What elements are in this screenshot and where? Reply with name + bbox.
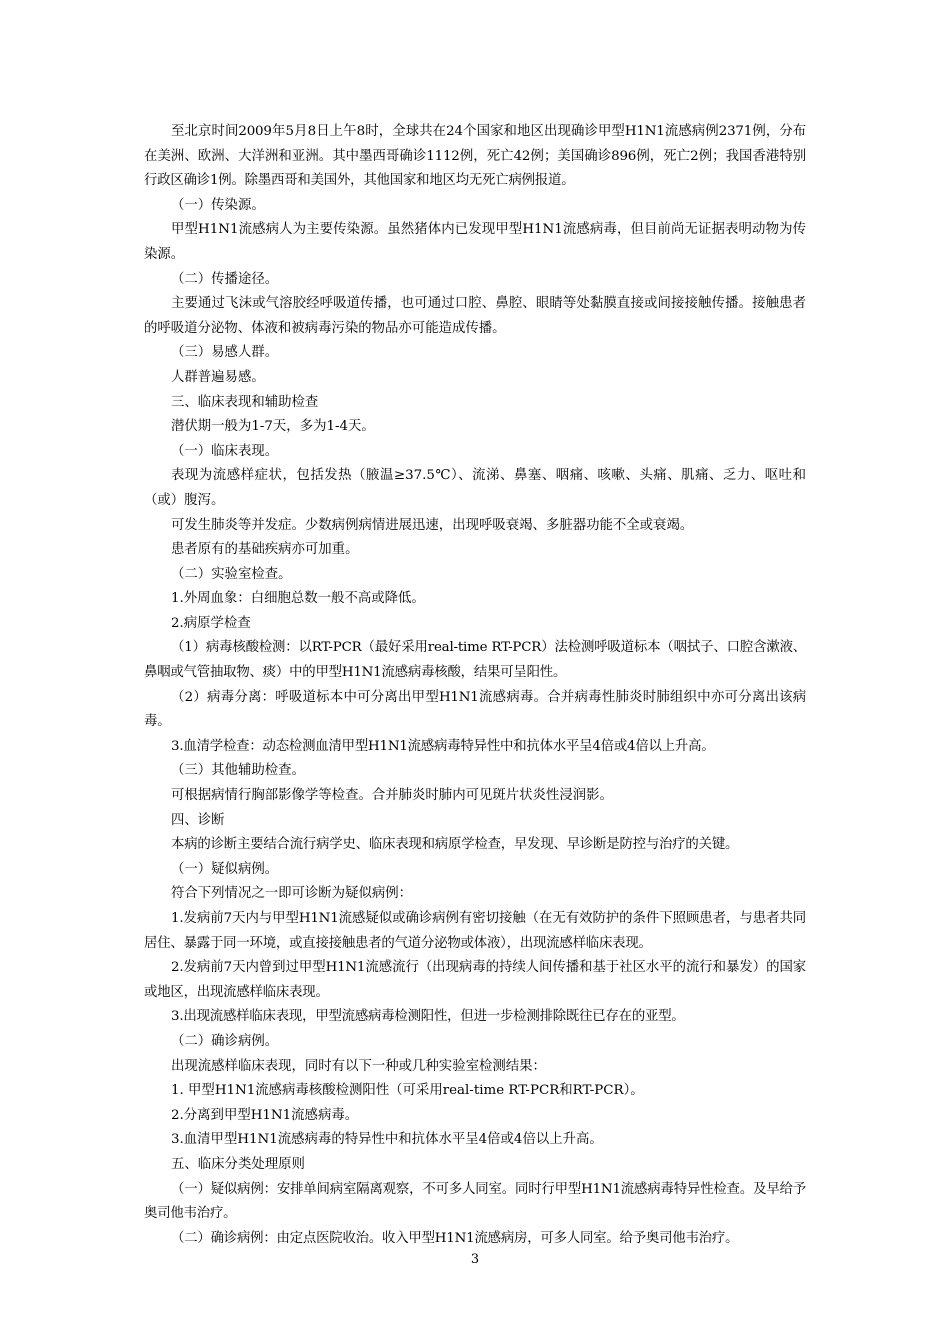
paragraph-suspected-criteria: 符合下列情况之一即可诊断为疑似病例：	[171, 886, 413, 902]
paragraph-confirmed-criterion-3: 3.血清甲型H1N1流感病毒的特异性中和抗体水平呈4倍或4倍以上升高。	[171, 1132, 603, 1148]
paragraph-complications: 可发生肺炎等并发症。少数病例病情进展迅速，出现呼吸衰竭、多脏器功能不全或衰竭。	[171, 517, 694, 533]
paragraph-suspected-criterion-1: 1.发病前7天内与甲型H1N1流感疑似或确诊病例有密切接触（在无有效防护的条件下照顾患者，与患者共同居住、暴露于同一环境，或直接接触患者的气道分泌物或体液），出现流感样临床表现。	[144, 911, 806, 951]
paragraph-nucleic-acid-test: （1）病毒核酸检测：以RT-PCR（最好采用real-time RT-PCR）法检测呼吸道标本（咽拭子、口腔含漱液、鼻咽或气管抽取物、痰）中的甲型H1N1流感病毒核酸，结果可呈阳性。	[144, 640, 806, 681]
paragraph-infection-source: 甲型H1N1流感病人为主要传染源。虽然猪体内已发现甲型H1N1流感病毒，但目前尚无证据表明动物为传染源。	[144, 222, 806, 262]
heading-infection-source: （一）传染源。	[171, 197, 265, 213]
paragraph-blood-picture: 1.外周血象：白细胞总数一般不高或降低。	[171, 591, 425, 607]
document-body	[144, 120, 806, 1251]
paragraph-imaging: 可根据病情行胸部影像学等检查。合并肺炎时肺内可见斑片状炎性浸润影。	[171, 788, 613, 804]
paragraph-pathogen-test: 2.病原学检查	[171, 615, 251, 631]
paragraph-incubation-period: 潜伏期一般为1-7天，多为1-4天。	[171, 419, 375, 435]
paragraph-virus-isolation: （2）病毒分离：呼吸道标本中可分离出甲型H1N1流感病毒。合并病毒性肺炎时肺组织中亦可分离出该病毒。	[144, 689, 806, 730]
paragraph-confirmed-criteria: 出现流感样临床表现，同时有以下一种或几种实验室检测结果：	[171, 1058, 546, 1074]
heading-clinical-signs: （一）临床表现。	[171, 443, 279, 459]
paragraph-suspected-treatment: （一）疑似病例：安排单间病室隔离观察，不可多人同室。同时行甲型H1N1流感病毒特异性检查。及早给予奥司他韦治疗。	[144, 1181, 806, 1222]
heading-confirmed-case: （二）确诊病例。	[171, 1033, 279, 1049]
heading-lab-tests: （二）实验室检查。	[171, 566, 292, 582]
heading-other-tests: （三）其他辅助检查。	[171, 763, 305, 779]
paragraph-diagnosis-principle: 本病的诊断主要结合流行病学史、临床表现和病原学检查，早发现、早诊断是防控与治疗的关键。	[171, 837, 739, 853]
paragraph-symptoms: 表现为流感样症状，包括发热（腋温≥37.5℃）、流涕、鼻塞、咽痛、咳嗽、头痛、肌痛、乏力、呕吐和（或）腹泻。	[144, 468, 806, 508]
paragraph-transmission-route: 主要通过飞沫或气溶胶经呼吸道传播，也可通过口腔、鼻腔、眼睛等处黏膜直接或间接接触传播。接触患者的呼吸道分泌物、体液和被病毒污染的物品亦可能造成传播。	[144, 296, 806, 336]
paragraph-suspected-criterion-3: 3.出现流感样临床表现，甲型流感病毒检测阳性，但进一步检测排除既往已存在的亚型。	[171, 1009, 685, 1025]
paragraph-susceptible-population: 人群普遍易感。	[171, 369, 265, 385]
paragraph-underlying-disease: 患者原有的基础疾病亦可加重。	[171, 542, 359, 558]
heading-diagnosis: 四、诊断	[171, 812, 225, 828]
paragraph-suspected-criterion-2: 2.发病前7天内曾到过甲型H1N1流感流行（出现病毒的持续人间传播和基于社区水平的流行和暴发）的国家或地区，出现流感样临床表现。	[144, 960, 806, 1000]
paragraph-confirmed-criterion-2: 2.分离到甲型H1N1流感病毒。	[171, 1107, 359, 1123]
heading-treatment-principles: 五、临床分类处理原则	[171, 1156, 305, 1172]
paragraph-confirmed-treatment: （二）确诊病例：由定点医院收治。收入甲型H1N1流感病房，可多人同室。给予奥司他韦治疗。	[171, 1230, 739, 1246]
page-number: 3	[470, 1252, 480, 1267]
heading-transmission-route: （二）传播途径。	[171, 271, 279, 287]
paragraph-confirmed-criterion-1: 1. 甲型H1N1流感病毒核酸检测阳性（可采用real-time RT-PCR和RT-PCR）。	[171, 1083, 644, 1099]
paragraph-outbreak-summary: 至北京时间2009年5月8日上午8时，全球共在24个国家和地区出现确诊甲型H1N1流感病例2371例，分布在美洲、欧洲、大洋洲和亚洲。其中墨西哥确诊1112例，死亡42例；美国确诊896例，死亡2例；我国香港特别行政区确诊1例。除墨西哥和美国外，其他国家和地区均无死亡病例报道。	[144, 124, 806, 189]
heading-suspected-case: （一）疑似病例。	[171, 861, 279, 877]
paragraph-serology-test: 3.血清学检查：动态检测血清甲型H1N1流感病毒特异性中和抗体水平呈4倍或4倍以上升高。	[171, 738, 715, 754]
heading-clinical-manifestation: 三、临床表现和辅助检查	[171, 394, 319, 410]
heading-susceptible-population: （三）易感人群。	[171, 345, 279, 361]
